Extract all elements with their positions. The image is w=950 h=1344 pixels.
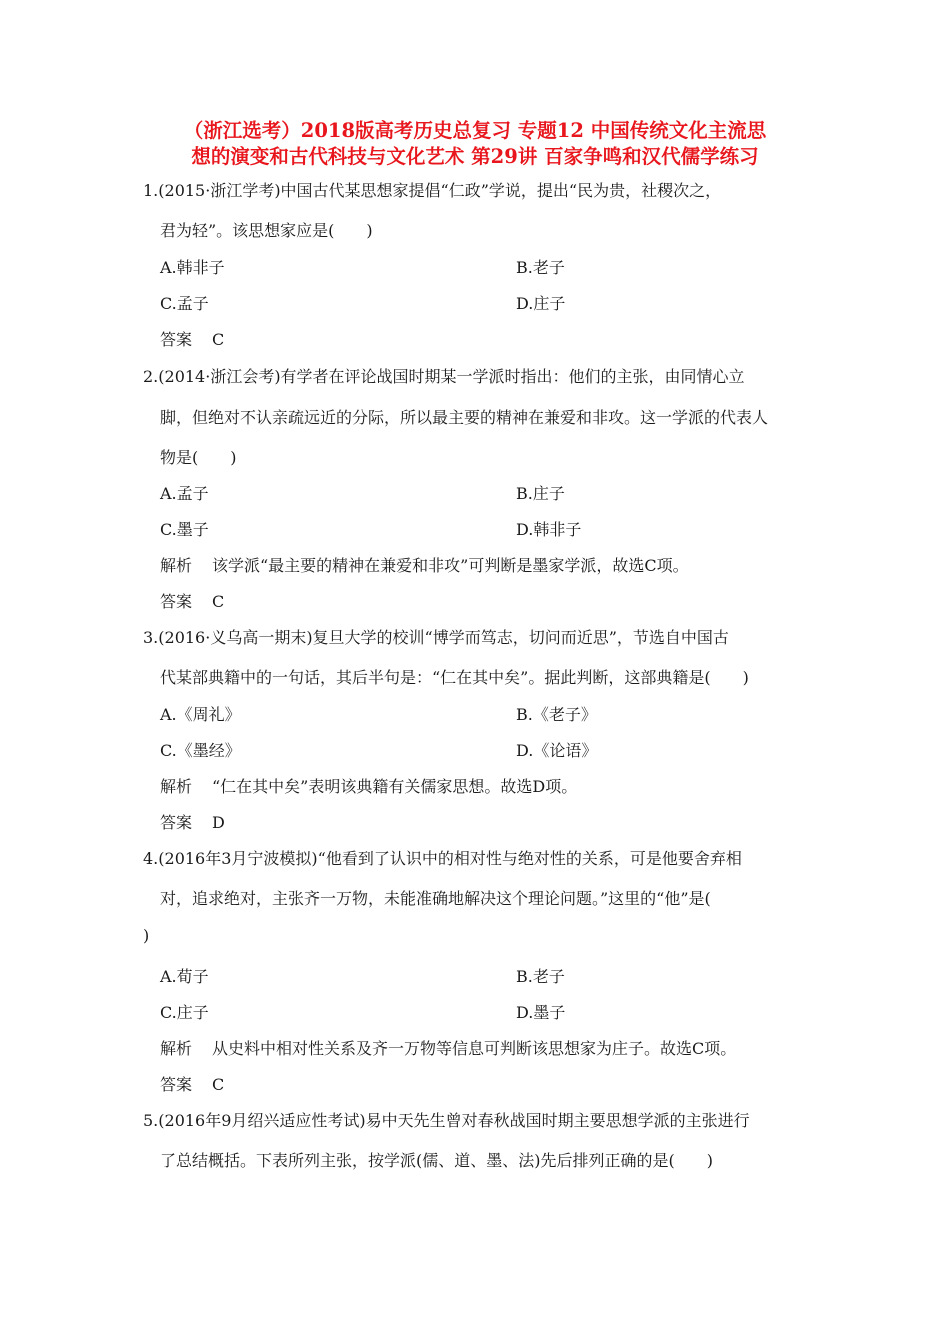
q2-option-d: D.韩非子 bbox=[516, 520, 582, 539]
answer-value: C bbox=[212, 1075, 225, 1094]
analysis-label: 解析 bbox=[160, 556, 193, 575]
q5-stem-line-2: 了总结概括。下表所列主张，按学派(儒、道、墨、法)先后排列正确的是( ) bbox=[160, 1151, 713, 1170]
q4-stem-line-3: ) bbox=[143, 926, 150, 945]
analysis-text: 从史料中相对性关系及齐一万物等信息可判断该思想家为庄子。故选C项。 bbox=[212, 1039, 737, 1058]
q1-option-a: A.韩非子 bbox=[160, 258, 225, 277]
q2-option-c: C.墨子 bbox=[160, 520, 209, 539]
q4-stem-line-2: 对，追求绝对，主张齐一万物，未能准确地解决这个理论问题。”这里的“他”是( bbox=[160, 889, 711, 908]
answer-label: 答案 bbox=[160, 330, 193, 349]
q4-option-a: A.荀子 bbox=[160, 967, 209, 986]
q4-option-b: B.老子 bbox=[516, 967, 565, 986]
analysis-label: 解析 bbox=[160, 777, 193, 796]
q3-analysis bbox=[160, 774, 577, 797]
q5-stem-line-1: 5.(2016年9月绍兴适应性考试)易中天先生曾对春秋战国时期主要思想学派的主张进行 bbox=[143, 1111, 750, 1130]
answer-label: 答案 bbox=[160, 813, 193, 832]
q2-analysis bbox=[160, 553, 689, 576]
answer-value: D bbox=[212, 813, 225, 832]
answer-value: C bbox=[212, 330, 225, 349]
q3-option-d: D.《论语》 bbox=[516, 741, 598, 760]
analysis-label: 解析 bbox=[160, 1039, 193, 1058]
answer-label: 答案 bbox=[160, 592, 193, 611]
q2-stem-line-3: 物是( ) bbox=[160, 448, 237, 467]
document-title bbox=[100, 118, 850, 170]
q3-stem-line-2: 代某部典籍中的一句话，其后半句是：“仁在其中矣”。据此判断，这部典籍是( ) bbox=[160, 668, 749, 687]
answer-value: C bbox=[212, 592, 225, 611]
q1-answer bbox=[160, 327, 224, 350]
q2-option-b: B.庄子 bbox=[516, 484, 565, 503]
answer-label: 答案 bbox=[160, 1075, 193, 1094]
q4-option-c: C.庄子 bbox=[160, 1003, 209, 1022]
q4-answer bbox=[160, 1072, 224, 1095]
q3-option-a: A.《周礼》 bbox=[160, 705, 241, 724]
q1-stem-line-2: 君为轻”。该思想家应是( ) bbox=[160, 221, 373, 240]
q2-option-a: A.孟子 bbox=[160, 484, 209, 503]
q1-stem-line-1: 1.(2015·浙江学考)中国古代某思想家提倡“仁政”学说，提出“民为贵，社稷次之， bbox=[143, 181, 722, 200]
analysis-text: “仁在其中矣”表明该典籍有关儒家思想。故选D项。 bbox=[212, 777, 578, 796]
title-line-2: 想的演变和古代科技与文化艺术 第29讲 百家争鸣和汉代儒学练习 bbox=[191, 145, 759, 168]
q3-option-b: B.《老子》 bbox=[516, 705, 597, 724]
analysis-text: 该学派“最主要的精神在兼爱和非攻”可判断是墨家学派，故选C项。 bbox=[212, 556, 689, 575]
q3-option-c: C.《墨经》 bbox=[160, 741, 241, 760]
q3-answer bbox=[160, 810, 225, 833]
q2-stem-line-1: 2.(2014·浙江会考)有学者在评论战国时期某一学派时指出：他们的主张，由同情心立 bbox=[143, 367, 745, 386]
q1-option-c: C.孟子 bbox=[160, 294, 209, 313]
q2-answer bbox=[160, 589, 224, 612]
q3-stem-line-1: 3.(2016·义乌高一期末)复旦大学的校训“博学而笃志，切问而近思”，节选自中国古 bbox=[143, 628, 729, 647]
title-line-1: （浙江选考）2018版高考历史总复习 专题12 中国传统文化主流思 bbox=[183, 119, 767, 142]
q4-analysis bbox=[160, 1036, 736, 1059]
q1-option-d: D.庄子 bbox=[516, 294, 566, 313]
q4-option-d: D.墨子 bbox=[516, 1003, 566, 1022]
q2-stem-line-2: 脚，但绝对不认亲疏远近的分际，所以最主要的精神在兼爱和非攻。这一学派的代表人 bbox=[160, 408, 769, 427]
q1-option-b: B.老子 bbox=[516, 258, 565, 277]
q4-stem-line-1: 4.(2016年3月宁波模拟)“他看到了认识中的相对性与绝对性的关系，可是他要舍弃相 bbox=[143, 849, 742, 868]
